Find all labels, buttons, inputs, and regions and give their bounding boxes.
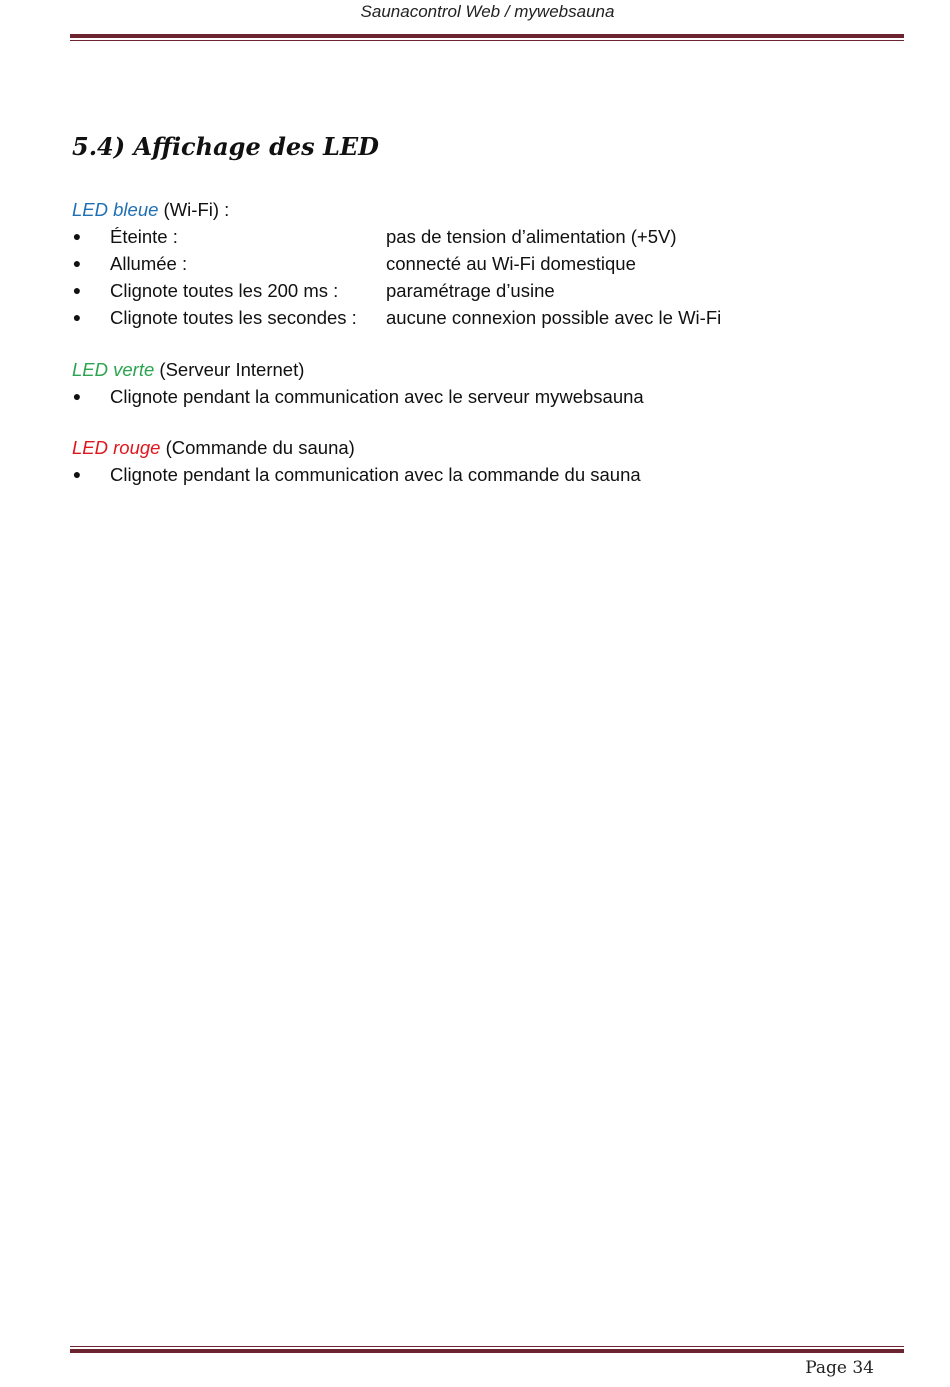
led-red-context: (Commande du sauna) — [160, 437, 355, 458]
state-label: Éteinte : — [110, 226, 178, 247]
led-red-section — [72, 434, 641, 488]
led-blue-context: (Wi-Fi) : — [158, 199, 230, 220]
list-item — [72, 223, 677, 250]
state-label: Clignote toutes les 200 ms : — [110, 280, 339, 301]
list-item — [72, 304, 722, 331]
list-item — [72, 250, 636, 277]
state-meaning: pas de tension d’alimentation (+5V) — [386, 226, 677, 247]
list-item — [72, 383, 644, 410]
page-number: Page 34 — [805, 1358, 874, 1378]
led-red-heading — [72, 434, 355, 461]
state-meaning: paramétrage d’usine — [386, 280, 555, 301]
header-rule — [70, 34, 904, 41]
led-blue-heading — [72, 196, 229, 223]
list-item — [72, 277, 555, 304]
bullet-icon: ● — [72, 282, 82, 298]
bullet-icon: ● — [72, 466, 82, 482]
state-label: Clignote toutes les secondes : — [110, 307, 357, 328]
led-red-name: LED rouge — [72, 437, 161, 458]
bullet-icon: ● — [72, 388, 82, 404]
state-meaning: aucune connexion possible avec le Wi-Fi — [386, 307, 722, 328]
led-green-heading — [72, 356, 304, 383]
state-label: Allumée : — [110, 253, 188, 274]
bullet-icon: ● — [72, 309, 82, 325]
led-green-context: (Serveur Internet) — [154, 359, 305, 380]
bullet-icon: ● — [72, 228, 82, 244]
state-label: Clignote pendant la communication avec le serveur mywebsauna — [110, 386, 644, 407]
section-title: 5.4) Affichage des LED — [72, 132, 379, 161]
bullet-icon: ● — [72, 255, 82, 271]
state-meaning: connecté au Wi-Fi domestique — [386, 253, 636, 274]
led-green-section — [72, 356, 644, 410]
running-header: Saunacontrol Web / mywebsauna — [360, 2, 615, 21]
led-blue-name: LED bleue — [72, 199, 159, 220]
led-green-name: LED verte — [72, 359, 155, 380]
list-item — [72, 461, 641, 488]
led-blue-section — [72, 196, 722, 331]
footer-rule — [70, 1346, 904, 1353]
state-label: Clignote pendant la communication avec la commande du sauna — [110, 464, 641, 485]
